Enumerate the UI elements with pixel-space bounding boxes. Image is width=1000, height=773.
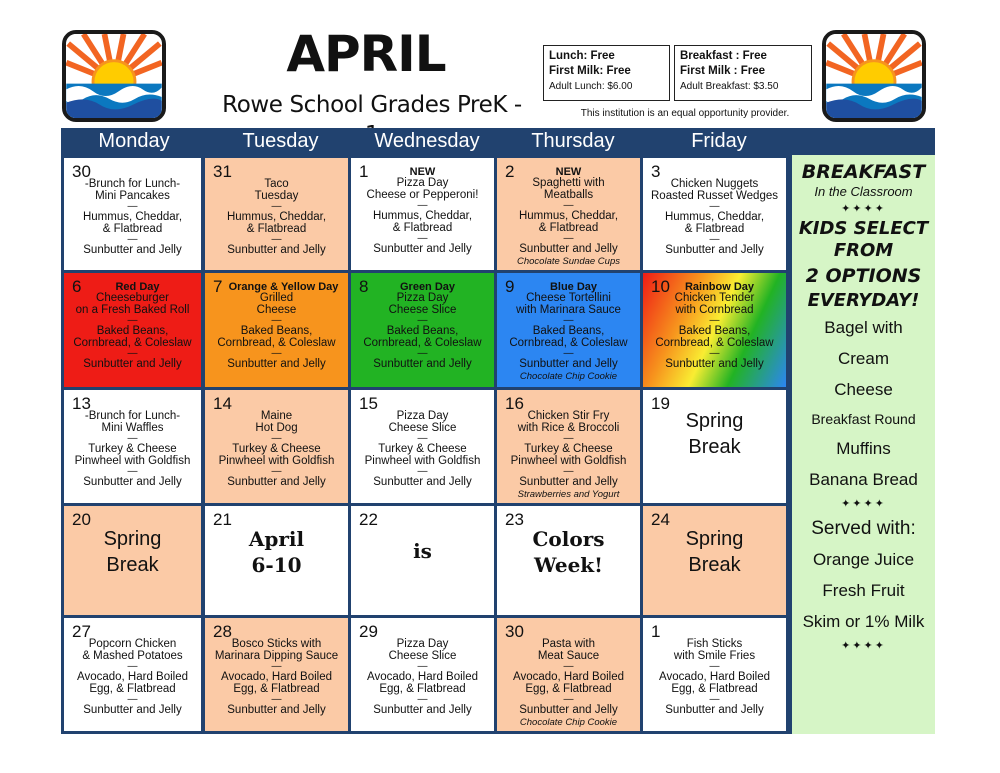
alternate-line: Sunbutter and Jelly — [519, 476, 618, 488]
entree-line: Pasta with — [541, 638, 596, 650]
date-number: 8 — [359, 277, 369, 296]
from-heading: FROM — [833, 240, 894, 261]
drink-item: Orange Juice — [812, 550, 915, 569]
separator: — — [417, 200, 428, 211]
separator: — — [709, 348, 720, 359]
side-line: Egg, & Flatbread — [525, 682, 612, 695]
separator: — — [417, 661, 428, 672]
day-cell — [205, 390, 348, 503]
lunch-info-box — [543, 45, 670, 101]
sunset-wave-icon — [826, 34, 922, 118]
day-header-wednesday: Wednesday — [374, 130, 480, 152]
side-line: Baked Beans, — [96, 325, 169, 337]
day-cell — [351, 390, 494, 503]
separator: — — [563, 661, 574, 672]
side-line: & Flatbread — [392, 221, 453, 234]
day-header-thursday: Thursday — [531, 130, 615, 152]
entree-line: & Mashed Potatoes — [82, 649, 183, 662]
date-number: 23 — [505, 510, 524, 529]
side-line: Cornbread, & Coleslaw — [509, 336, 628, 349]
day-cell — [497, 158, 640, 270]
spring-break-text: Spring — [685, 528, 744, 550]
separator: — — [127, 315, 138, 326]
alternate-line: Sunbutter and Jelly — [373, 704, 472, 716]
entree-line: on a Fresh Baked Roll — [75, 303, 190, 316]
separator: — — [709, 694, 720, 705]
day-cell — [351, 273, 494, 387]
separator: — — [417, 233, 428, 244]
date-number: 7 — [213, 277, 223, 296]
date-number: 3 — [651, 162, 661, 181]
dessert-line: Chocolate Chip Cookie — [519, 370, 618, 382]
menu-items — [351, 639, 494, 717]
breakfast-milk: First Milk : Free — [680, 65, 765, 77]
entree-line: Chicken Tender — [674, 292, 755, 304]
separator: — — [127, 348, 138, 359]
date-number: 6 — [72, 277, 82, 296]
page-title: APRIL — [286, 25, 446, 83]
side-line: Avocado, Hard Boiled — [220, 671, 333, 683]
separator: — — [563, 348, 574, 359]
entree-line: Maine — [260, 410, 293, 422]
side-line: Egg, & Flatbread — [233, 682, 320, 695]
separator: — — [127, 466, 138, 477]
entree-line: Meat Sauce — [537, 649, 600, 662]
alternate-line: Sunbutter and Jelly — [227, 244, 326, 256]
separator: — — [417, 348, 428, 359]
date-number: 29 — [359, 622, 378, 641]
side-line: Avocado, Hard Boiled — [366, 671, 479, 683]
entree-line: Roasted Russet Wedges — [651, 189, 778, 202]
date-number: 28 — [213, 622, 232, 641]
side-line: Hummus, Cheddar, — [518, 210, 619, 222]
day-cell — [643, 273, 786, 387]
date-number: 1 — [651, 622, 661, 641]
entree-line: Chicken Stir Fry — [527, 410, 610, 422]
kids-select-heading: KIDS SELECT — [798, 218, 929, 239]
spring-break-text: Spring — [103, 528, 162, 550]
day-header-friday: Friday — [691, 130, 747, 152]
menu-calendar — [61, 128, 935, 734]
separator: — — [417, 315, 428, 326]
breakfast-info-box — [674, 45, 812, 101]
side-line: Avocado, Hard Boiled — [76, 671, 189, 683]
equal-opportunity-note: This institution is an equal opportunity provider. — [580, 108, 790, 119]
colors-week-text: is — [413, 539, 432, 563]
new-badge: NEW — [409, 166, 436, 178]
lunch-milk: First Milk: Free — [549, 65, 631, 77]
breakfast-item: Cheese — [834, 380, 893, 399]
side-line: Baked Beans, — [532, 325, 605, 337]
date-number: 14 — [213, 394, 232, 413]
entree-line: Grilled — [259, 292, 294, 304]
stars-divider: ✦✦✦✦ — [841, 640, 886, 652]
entree-line: Pizza Day — [396, 177, 449, 189]
alternate-line: Sunbutter and Jelly — [373, 358, 472, 370]
entree-line: with Rice & Broccoli — [517, 421, 620, 434]
side-line: Avocado, Hard Boiled — [512, 671, 625, 683]
colors-week-text: April — [248, 527, 305, 551]
sunset-logo-right — [822, 30, 926, 122]
entree-line: Mini Pancakes — [95, 189, 170, 202]
separator: — — [417, 694, 428, 705]
colors-week-text: Colors — [532, 527, 605, 551]
menu-items — [497, 178, 640, 267]
side-line: Turkey & Cheese — [378, 443, 467, 455]
stars-divider: ✦✦✦✦ — [841, 498, 886, 510]
two-options-heading: 2 OPTIONS — [805, 265, 922, 287]
day-cell — [497, 273, 640, 387]
alternate-line: Sunbutter and Jelly — [227, 476, 326, 488]
adult-lunch-price: Adult Lunch: $6.00 — [549, 81, 633, 92]
separator: — — [127, 661, 138, 672]
new-badge: NEW — [555, 166, 582, 178]
separator: — — [127, 234, 138, 245]
date-number: 30 — [505, 622, 524, 641]
side-line: Cornbread, & Coleslaw — [73, 336, 192, 349]
dessert-line: Chocolate Chip Cookie — [519, 716, 618, 728]
side-line: Egg, & Flatbread — [379, 682, 466, 695]
drink-item: Fresh Fruit — [822, 581, 905, 600]
date-number: 16 — [505, 394, 524, 413]
date-number: 1 — [359, 162, 369, 181]
menu-items — [205, 179, 348, 257]
entree-line: Tuesday — [254, 189, 299, 202]
separator: — — [417, 466, 428, 477]
separator: — — [563, 694, 574, 705]
entree-line: Hot Dog — [255, 421, 298, 434]
menu-items — [643, 179, 786, 257]
entree-line: with Marinara Sauce — [516, 303, 621, 316]
entree-line: Cheeseburger — [96, 292, 169, 304]
side-line: Turkey & Cheese — [232, 443, 321, 455]
menu-items — [64, 411, 201, 489]
theme-day-label: Blue Day — [549, 281, 598, 293]
day-cell — [205, 273, 348, 387]
day-cell — [497, 618, 640, 731]
entree-line: Cheese Slice — [388, 649, 457, 662]
alternate-line: Sunbutter and Jelly — [665, 244, 764, 256]
day-cell — [205, 506, 348, 615]
side-line: Hummus, Cheddar, — [226, 211, 327, 223]
alternate-line: Sunbutter and Jelly — [373, 243, 472, 255]
separator: — — [563, 233, 574, 244]
side-line: Baked Beans, — [678, 325, 751, 337]
side-line: Egg, & Flatbread — [89, 682, 176, 695]
entree-line: Bosco Sticks with — [231, 638, 322, 650]
menu-items — [643, 293, 786, 371]
alternate-line: Sunbutter and Jelly — [373, 476, 472, 488]
adult-breakfast-price: Adult Breakfast: $3.50 — [680, 81, 779, 92]
separator: — — [127, 694, 138, 705]
alternate-line: Sunbutter and Jelly — [83, 244, 182, 256]
spring-break-text: Break — [106, 554, 159, 576]
side-line: Cornbread, & Coleslaw — [217, 336, 336, 349]
separator: — — [271, 433, 282, 444]
separator: — — [709, 234, 720, 245]
menu-items — [351, 293, 494, 371]
side-line: Egg, & Flatbread — [671, 682, 758, 695]
entree-line: Cheese Slice — [388, 421, 457, 434]
separator: — — [271, 466, 282, 477]
side-line: & Flatbread — [538, 221, 599, 234]
day-header-monday: Monday — [98, 130, 170, 152]
stars-divider: ✦✦✦✦ — [841, 203, 886, 215]
theme-day-label: Green Day — [399, 281, 456, 293]
dessert-line: Chocolate Sundae Cups — [517, 255, 620, 267]
colors-week-text: 6-10 — [251, 553, 302, 577]
theme-day-label: Red Day — [115, 281, 160, 293]
entree-line: Cheese — [256, 303, 297, 316]
entree-line: Cheese Slice — [388, 303, 457, 316]
menu-items — [497, 411, 640, 500]
date-number: 19 — [651, 394, 670, 413]
separator: — — [709, 201, 720, 212]
day-cell — [497, 506, 640, 615]
menu-items — [64, 293, 201, 371]
menu-items — [351, 178, 494, 256]
day-cell — [351, 618, 494, 731]
dessert-line: Strawberries and Yogurt — [517, 488, 620, 500]
menu-items — [205, 639, 348, 717]
day-cell — [64, 390, 201, 503]
alternate-line: Sunbutter and Jelly — [519, 243, 618, 255]
menu-items — [643, 639, 786, 717]
day-cell — [351, 158, 494, 270]
breakfast-item: Banana Bread — [809, 470, 918, 489]
day-cell — [497, 390, 640, 503]
breakfast-subtitle: In the Classroom — [814, 184, 913, 199]
separator: — — [563, 315, 574, 326]
day-cell — [64, 618, 201, 731]
date-number: 22 — [359, 510, 378, 529]
breakfast-item: Bagel with — [824, 318, 903, 337]
spring-break-text: Break — [688, 554, 741, 576]
entree-line: -Brunch for Lunch- — [84, 410, 181, 422]
menu-items — [205, 293, 348, 371]
colors-week-text: Week! — [534, 553, 603, 577]
day-cell — [643, 158, 786, 270]
alternate-line: Sunbutter and Jelly — [83, 704, 182, 716]
day-cell — [64, 506, 201, 615]
breakfast-panel — [792, 155, 935, 734]
side-line: Turkey & Cheese — [524, 443, 613, 455]
everyday-heading: EVERYDAY! — [807, 290, 920, 311]
date-number: 13 — [72, 394, 91, 413]
side-line: Cornbread, & Coleslaw — [655, 336, 774, 349]
date-number: 24 — [651, 510, 670, 529]
lunch-price: Lunch: Free — [549, 50, 615, 62]
side-line: Cornbread, & Coleslaw — [363, 336, 482, 349]
separator: — — [127, 433, 138, 444]
breakfast-price: Breakfast : Free — [680, 50, 767, 62]
alternate-line: Sunbutter and Jelly — [519, 358, 618, 370]
entree-line: Popcorn Chicken — [88, 638, 177, 650]
side-line: Hummus, Cheddar, — [372, 210, 473, 222]
spring-break-text: Break — [688, 436, 741, 458]
separator: — — [271, 661, 282, 672]
alternate-line: Sunbutter and Jelly — [665, 358, 764, 370]
day-cell — [643, 390, 786, 503]
side-line: Turkey & Cheese — [88, 443, 177, 455]
side-line: Pinwheel with Goldfish — [510, 454, 627, 467]
separator: — — [563, 433, 574, 444]
breakfast-item: Breakfast Round — [811, 411, 916, 427]
separator: — — [563, 200, 574, 211]
sunset-wave-icon — [66, 34, 162, 118]
separator: — — [271, 348, 282, 359]
school-subtitle: Rowe School Grades PreK - — [222, 92, 522, 118]
date-number: 27 — [72, 622, 91, 641]
entree-line: Pizza Day — [396, 638, 449, 650]
side-line: Pinwheel with Goldfish — [364, 454, 481, 467]
day-cell — [351, 506, 494, 615]
date-number: 20 — [72, 510, 91, 529]
side-line: & Flatbread — [102, 222, 163, 235]
separator: — — [271, 694, 282, 705]
breakfast-item: Cream — [837, 349, 889, 368]
date-number: 21 — [213, 510, 232, 529]
menu-items — [497, 639, 640, 728]
alternate-line: Sunbutter and Jelly — [519, 704, 618, 716]
day-cell — [64, 158, 201, 270]
entree-line: Cheese Tortellini — [526, 292, 611, 304]
served-with-heading: Served with: — [811, 518, 916, 539]
separator: — — [271, 234, 282, 245]
menu-items — [64, 179, 201, 257]
menu-items — [205, 411, 348, 489]
theme-day-label: Orange & Yellow Day — [228, 281, 339, 293]
alternate-line: Sunbutter and Jelly — [83, 476, 182, 488]
drink-item: Skim or 1% Milk — [802, 612, 925, 631]
separator: — — [417, 433, 428, 444]
side-line: Avocado, Hard Boiled — [658, 671, 771, 683]
entree-line: Marinara Dipping Sauce — [214, 649, 339, 662]
entree-line: Spaghetti with — [532, 177, 605, 189]
entree-line: Pizza Day — [396, 292, 449, 304]
side-line: Baked Beans, — [240, 325, 313, 337]
menu-items — [64, 639, 201, 717]
entree-line: Chicken Nuggets — [670, 178, 759, 190]
date-number: 30 — [72, 162, 91, 181]
side-line: Pinwheel with Goldfish — [74, 454, 191, 467]
entree-line: Taco — [264, 178, 289, 190]
entree-line: Mini Waffles — [101, 421, 164, 434]
entree-line: with Cornbread — [675, 303, 754, 316]
side-line: & Flatbread — [684, 222, 745, 235]
theme-day-label: Rainbow Day — [684, 281, 755, 293]
date-number: 31 — [213, 162, 232, 181]
day-cell — [205, 158, 348, 270]
date-number: 15 — [359, 394, 378, 413]
side-line: Hummus, Cheddar, — [664, 211, 765, 223]
date-number: 10 — [651, 277, 670, 296]
day-cell — [64, 273, 201, 387]
alternate-line: Sunbutter and Jelly — [227, 704, 326, 716]
separator: — — [271, 201, 282, 212]
day-cell — [643, 618, 786, 731]
spring-break-text: Spring — [685, 410, 744, 432]
entree-line: Fish Sticks — [686, 638, 743, 650]
separator: — — [271, 315, 282, 326]
separator: — — [709, 315, 720, 326]
date-number: 9 — [505, 277, 515, 296]
breakfast-item: Muffins — [836, 439, 891, 458]
sunset-logo-left — [62, 30, 166, 122]
entree-line: -Brunch for Lunch- — [84, 178, 181, 190]
side-line: & Flatbread — [246, 222, 307, 235]
side-line: Hummus, Cheddar, — [82, 211, 183, 223]
breakfast-title: BREAKFAST — [801, 161, 926, 183]
side-line: Pinwheel with Goldfish — [218, 454, 335, 467]
entree-line: Pizza Day — [396, 410, 449, 422]
separator: — — [563, 466, 574, 477]
menu-items — [497, 293, 640, 382]
entree-line: Meatballs — [543, 188, 594, 201]
entree-line: with Smile Fries — [673, 649, 756, 662]
separator: — — [127, 201, 138, 212]
menu-items — [351, 411, 494, 489]
day-cell — [643, 506, 786, 615]
entree-line: Cheese or Pepperoni! — [366, 188, 479, 201]
separator: — — [709, 661, 720, 672]
alternate-line: Sunbutter and Jelly — [665, 704, 764, 716]
day-header-tuesday: Tuesday — [242, 130, 319, 152]
date-number: 2 — [505, 162, 515, 181]
side-line: Baked Beans, — [386, 325, 459, 337]
alternate-line: Sunbutter and Jelly — [83, 358, 182, 370]
alternate-line: Sunbutter and Jelly — [227, 358, 326, 370]
day-cell — [205, 618, 348, 731]
